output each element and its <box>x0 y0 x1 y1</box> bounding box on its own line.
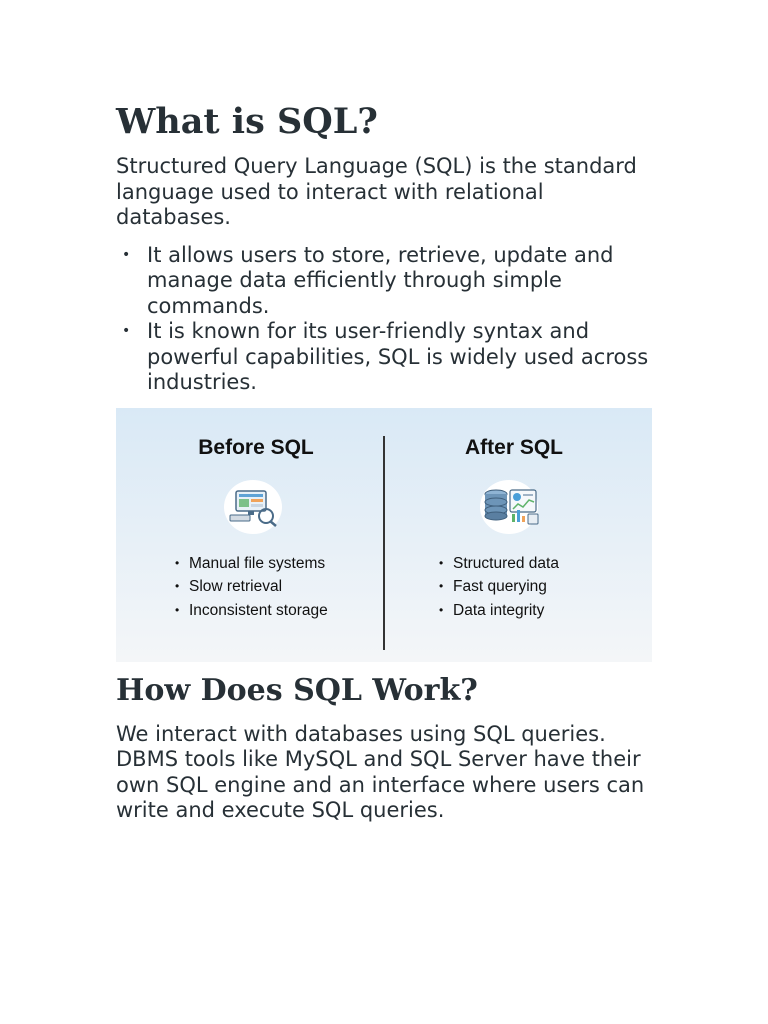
column-divider <box>383 436 385 650</box>
computer-files-icon <box>224 480 282 534</box>
after-sql-item: • Data integrity <box>453 599 680 623</box>
bullet-item: • It allows users to store, retrieve, update and manage data efficiently through simple commands. <box>147 243 656 320</box>
heading-what-is-sql: What is SQL? <box>116 101 378 142</box>
heading-how-does-sql-work: How Does SQL Work? <box>116 672 478 708</box>
bullet-item: • It is known for its user-friendly syntax and powerful capabilities, SQL is widely used across industries. <box>147 319 656 396</box>
sql-bullet-list <box>116 243 656 396</box>
after-sql-item: • Fast querying <box>453 575 680 599</box>
before-sql-item: • Manual file systems <box>189 552 416 576</box>
article <box>116 100 656 836</box>
after-sql-title: After SQL <box>464 435 563 459</box>
before-sql-item: • Inconsistent storage <box>189 599 416 623</box>
after-sql-column <box>440 434 680 623</box>
after-sql-list <box>440 552 680 623</box>
intro-paragraph: Structured Query Language (SQL) is the standard language used to interact with relational databases. <box>116 154 637 229</box>
before-sql-title: Before SQL <box>198 435 314 459</box>
after-sql-item: • Structured data <box>453 552 680 576</box>
before-sql-item: • Slow retrieval <box>189 575 416 599</box>
before-sql-column <box>176 434 416 623</box>
database-chart-icon <box>480 480 538 534</box>
before-sql-list <box>176 552 416 623</box>
before-after-sql-figure <box>116 408 652 662</box>
how-sql-works-paragraph: We interact with databases using SQL queries. DBMS tools like MySQL and SQL Server have their own SQL engine and an interface where users can write and execute SQL queries. <box>116 721 645 822</box>
